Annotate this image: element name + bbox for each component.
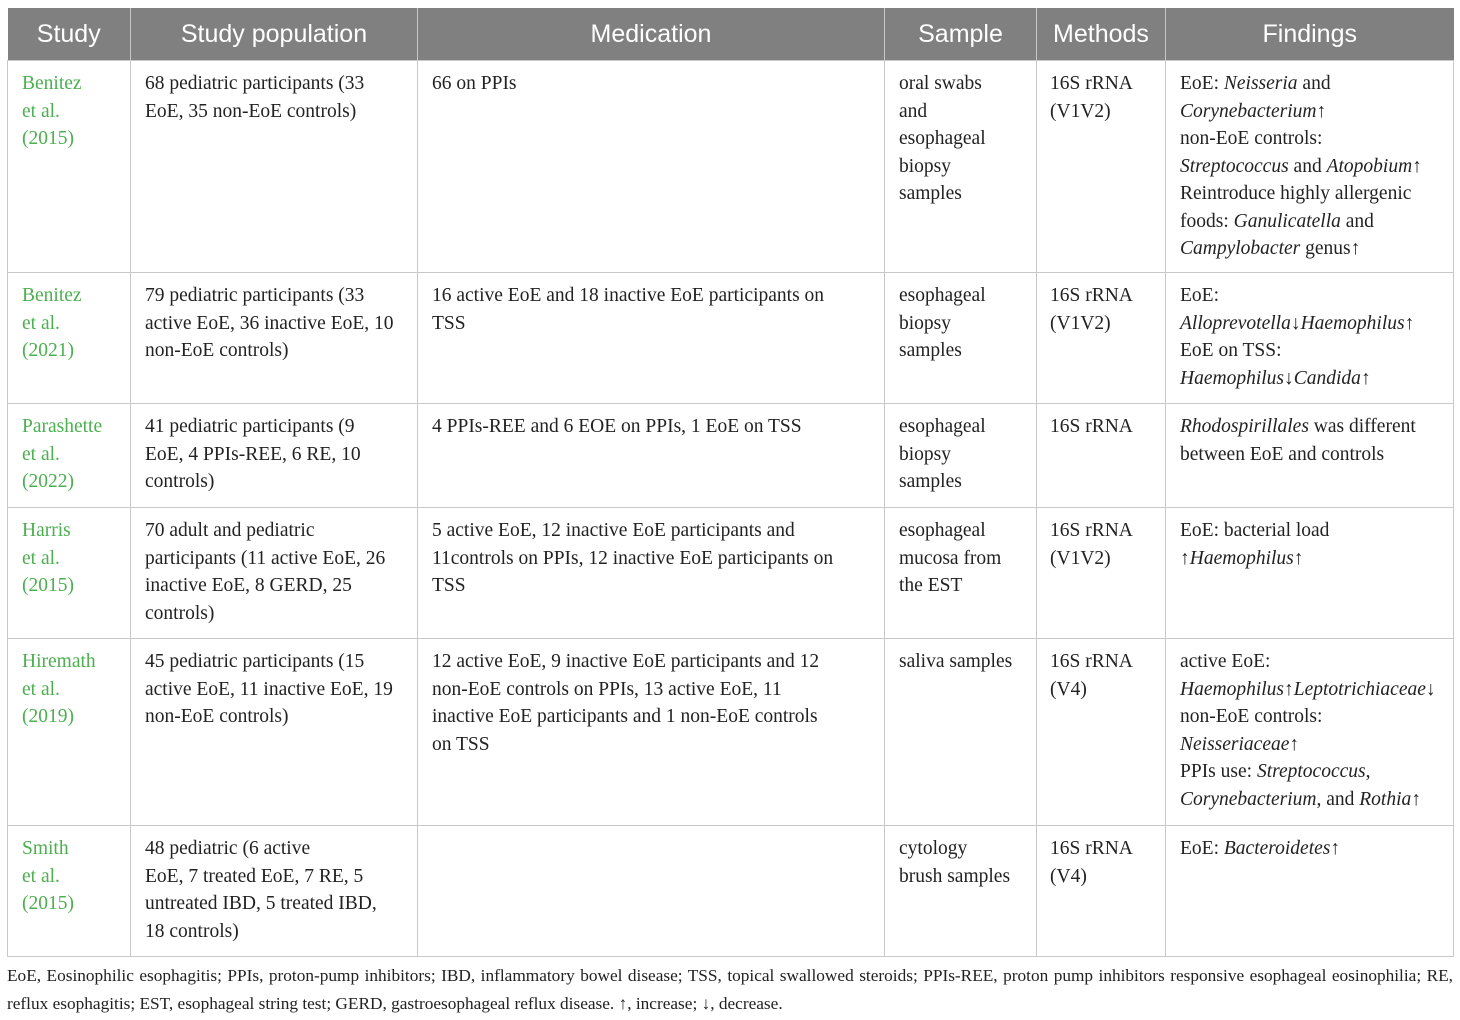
findings-text: foods: xyxy=(1180,210,1234,232)
findings-text: and xyxy=(1297,73,1331,94)
findings-text: EoE: xyxy=(1180,73,1224,94)
population-line: EoE, 7 treated EoE, 7 RE, 5 xyxy=(145,865,364,887)
methods-line: 16S rRNA xyxy=(1050,838,1133,859)
population-line: EoE, 35 non-EoE controls) xyxy=(145,100,357,122)
genus-name: Alloprevotella xyxy=(1180,312,1291,334)
cell-medication xyxy=(418,508,885,639)
methods-line: 16S rRNA xyxy=(1050,73,1133,94)
findings-text: ↑ xyxy=(1360,367,1371,389)
medication-line: 12 active EoE, 9 inactive EoE participants and 12 xyxy=(432,651,820,672)
sample-line: samples xyxy=(899,340,962,361)
cell-sample xyxy=(885,404,1037,508)
cell-sample xyxy=(885,273,1037,404)
findings-text: ↓ xyxy=(1425,678,1436,700)
cell-study xyxy=(8,273,131,404)
medication-line: 11controls on PPIs, 12 inactive EoE participants on xyxy=(432,547,834,569)
study-line: (2022) xyxy=(22,471,74,492)
findings-text: ↑ xyxy=(1412,155,1422,177)
findings-text: EoE: xyxy=(1180,838,1224,859)
findings-text: ↑ xyxy=(1284,678,1294,700)
cell-population xyxy=(131,508,418,639)
study-line: Benitez xyxy=(22,73,82,94)
medication-line: 16 active EoE and 18 inactive EoE participants on xyxy=(432,285,825,306)
table-row xyxy=(8,639,1454,826)
cell-methods xyxy=(1037,273,1166,404)
study-line: Benitez xyxy=(22,285,82,306)
methods-line: (V1V2) xyxy=(1050,312,1111,334)
medication-line: non-EoE controls on PPIs, 13 active EoE, 11 xyxy=(432,678,782,700)
findings-text: EoE on TSS: xyxy=(1180,340,1282,361)
table-row xyxy=(8,826,1454,957)
genus-name: Ganulicatella xyxy=(1233,210,1341,232)
sample-line: biopsy xyxy=(899,443,952,465)
genus-name: Bacteroidetes xyxy=(1223,838,1331,859)
methods-line: 16S rRNA xyxy=(1050,285,1133,306)
sample-line: mucosa from xyxy=(899,547,1002,569)
cell-study xyxy=(8,639,131,826)
cell-methods xyxy=(1037,508,1166,639)
sample-line: samples xyxy=(899,183,962,204)
genus-name: Rothia xyxy=(1359,788,1412,810)
methods-line: (V4) xyxy=(1050,678,1087,700)
population-line: non-EoE controls) xyxy=(145,706,289,727)
findings-text: ↓ xyxy=(1284,367,1294,389)
header-row xyxy=(8,8,1454,61)
cell-findings xyxy=(1166,61,1454,273)
sample-line: samples xyxy=(899,471,962,492)
cell-medication xyxy=(418,61,885,273)
cell-population xyxy=(131,61,418,273)
cell-medication xyxy=(418,639,885,826)
sample-line: biopsy xyxy=(899,312,952,334)
cell-medication xyxy=(418,826,885,957)
medication-line: on TSS xyxy=(432,733,490,755)
study-line: Harris xyxy=(22,520,71,541)
sample-line: oral swabs xyxy=(899,73,982,94)
cell-methods xyxy=(1037,826,1166,957)
cell-population xyxy=(131,404,418,508)
cell-findings xyxy=(1166,826,1454,957)
genus-name: Haemophilus xyxy=(1180,678,1284,700)
population-line: active EoE, 11 inactive EoE, 19 xyxy=(145,678,393,700)
findings-text: , and xyxy=(1316,788,1360,810)
population-line: 18 controls) xyxy=(145,920,239,942)
cell-population xyxy=(131,639,418,826)
cell-findings xyxy=(1166,404,1454,508)
genus-name: Haemophilus xyxy=(1189,547,1294,569)
findings-text: ↑ xyxy=(1293,547,1304,569)
header-medication: Medication xyxy=(418,8,885,61)
genus-name: Campylobacter xyxy=(1180,238,1301,259)
findings-text: was different xyxy=(1308,416,1416,437)
population-line: non-EoE controls) xyxy=(145,340,289,361)
study-line: (2015) xyxy=(22,575,74,596)
sample-line: the EST xyxy=(899,575,963,596)
genus-name: Streptococcus xyxy=(1256,761,1366,782)
cell-study xyxy=(8,61,131,273)
study-line: et al. xyxy=(22,678,60,700)
table-row xyxy=(8,273,1454,404)
methods-line: (V1V2) xyxy=(1050,547,1111,569)
sample-line: brush samples xyxy=(899,865,1011,887)
findings-text: ↑ xyxy=(1404,312,1415,334)
genus-name: Haemophilus xyxy=(1300,312,1405,334)
cell-study xyxy=(8,508,131,639)
population-line: inactive EoE, 8 GERD, 25 xyxy=(145,575,352,596)
cell-methods xyxy=(1037,404,1166,508)
findings-text: genus↑ xyxy=(1300,238,1361,259)
study-line: Hiremath xyxy=(22,651,96,672)
header-study: Study xyxy=(8,8,131,61)
genus-name: Corynebacterium xyxy=(1180,788,1317,810)
population-line: 79 pediatric participants (33 xyxy=(145,285,365,306)
sample-line: esophageal xyxy=(899,416,986,437)
sample-line: saliva samples xyxy=(899,651,1013,672)
population-line: controls) xyxy=(145,602,215,624)
cell-medication xyxy=(418,273,885,404)
genus-name: Corynebacterium xyxy=(1180,100,1317,122)
table-row xyxy=(8,61,1454,273)
cell-medication xyxy=(418,404,885,508)
study-line: Parashette xyxy=(22,416,103,437)
study-line: et al. xyxy=(22,100,60,122)
sample-line: cytology xyxy=(899,838,968,859)
findings-text: PPIs use: xyxy=(1180,761,1257,782)
medication-line: 4 PPIs-REE and 6 EOE on PPIs, 1 EoE on TSS xyxy=(432,416,802,437)
findings-text: between EoE and controls xyxy=(1180,443,1385,465)
table-row xyxy=(8,508,1454,639)
findings-text: ↑ xyxy=(1180,547,1190,569)
findings-text: ↓ xyxy=(1290,312,1301,334)
studies-table xyxy=(7,8,1454,957)
population-line: EoE, 4 PPIs-REE, 6 RE, 10 xyxy=(145,443,361,465)
study-line: et al. xyxy=(22,865,60,887)
header-study-population: Study population xyxy=(131,8,418,61)
cell-sample xyxy=(885,61,1037,273)
sample-line: esophageal xyxy=(899,128,986,149)
findings-text: and xyxy=(1340,210,1374,232)
cell-methods xyxy=(1037,61,1166,273)
genus-name: Neisseria xyxy=(1223,73,1298,94)
cell-findings xyxy=(1166,508,1454,639)
cell-findings xyxy=(1166,273,1454,404)
cell-population xyxy=(131,826,418,957)
table-footnote: EoE, Eosinophilic esophagitis; PPIs, proton-pump inhibitors; IBD, inflammatory bowel disease; TSS, topical swallowed steroids; PPIs-REE, proton pump inhibitors responsive esophageal eosinophilia; RE, reflux esophagitis; EST, esophageal string test; GERD, gastroesophageal reflux disease. ↑, increase; ↓, decrease. xyxy=(7,966,1453,1013)
cell-population xyxy=(131,273,418,404)
cell-study xyxy=(8,404,131,508)
findings-text: Reintroduce highly allergenic xyxy=(1180,183,1412,204)
findings-text: non-EoE controls: xyxy=(1180,706,1323,727)
population-line: untreated IBD, 5 treated IBD, xyxy=(145,893,377,914)
findings-text: EoE: bacterial load xyxy=(1180,520,1330,541)
population-line: controls) xyxy=(145,471,215,492)
medication-line: TSS xyxy=(432,575,466,596)
genus-name: Atopobium xyxy=(1326,155,1413,177)
findings-text: and xyxy=(1288,155,1327,177)
cell-findings xyxy=(1166,639,1454,826)
study-line: (2015) xyxy=(22,128,74,149)
medication-line: 5 active EoE, 12 inactive EoE participants and xyxy=(432,520,795,541)
findings-text: ↑ xyxy=(1330,838,1341,859)
study-line: et al. xyxy=(22,547,60,569)
genus-name: Rhodospirillales xyxy=(1180,416,1309,437)
medication-line: TSS xyxy=(432,312,466,334)
medication-line: 66 on PPIs xyxy=(432,73,517,94)
cell-study xyxy=(8,826,131,957)
population-line: 41 pediatric participants (9 xyxy=(145,416,355,437)
findings-text: ↑ xyxy=(1411,788,1422,810)
cell-sample xyxy=(885,639,1037,826)
population-line: participants (11 active EoE, 26 xyxy=(145,547,386,569)
table-row xyxy=(8,404,1454,508)
findings-text: ↑ xyxy=(1316,100,1327,122)
genus-name: Leptotrichiaceae xyxy=(1293,678,1426,700)
findings-text: ↑ xyxy=(1289,733,1300,755)
sample-line: biopsy xyxy=(899,155,952,177)
sample-line: esophageal xyxy=(899,520,986,541)
findings-text: non-EoE controls: xyxy=(1180,128,1323,149)
findings-text: EoE: xyxy=(1180,285,1219,306)
genus-name: Streptococcus xyxy=(1180,155,1289,177)
population-line: 68 pediatric participants (33 xyxy=(145,73,365,94)
population-line: 45 pediatric participants (15 xyxy=(145,651,365,672)
cell-methods xyxy=(1037,639,1166,826)
study-line: Smith xyxy=(22,838,69,859)
table-container xyxy=(7,8,1453,957)
methods-line: (V4) xyxy=(1050,865,1087,887)
study-line: et al. xyxy=(22,312,60,334)
genus-name: Haemophilus xyxy=(1180,367,1284,389)
methods-line: 16S rRNA xyxy=(1050,520,1133,541)
sample-line: esophageal xyxy=(899,285,986,306)
genus-name: Candida xyxy=(1293,367,1361,389)
findings-text: , xyxy=(1365,761,1371,782)
study-line: (2021) xyxy=(22,340,74,361)
study-line: (2019) xyxy=(22,706,74,727)
genus-name: Neisseriaceae xyxy=(1180,733,1290,755)
study-line: (2015) xyxy=(22,893,74,914)
study-line: et al. xyxy=(22,443,60,465)
methods-line: 16S rRNA xyxy=(1050,416,1133,437)
header-methods: Methods xyxy=(1037,8,1166,61)
population-line: 48 pediatric (6 active xyxy=(145,838,311,859)
sample-line: and xyxy=(899,100,928,122)
header-sample: Sample xyxy=(885,8,1037,61)
medication-line: inactive EoE participants and 1 non-EoE controls xyxy=(432,706,818,727)
population-line: active EoE, 36 inactive EoE, 10 xyxy=(145,312,394,334)
population-line: 70 adult and pediatric xyxy=(145,520,315,541)
header-findings: Findings xyxy=(1166,8,1454,61)
cell-sample xyxy=(885,508,1037,639)
methods-line: 16S rRNA xyxy=(1050,651,1133,672)
methods-line: (V1V2) xyxy=(1050,100,1111,122)
cell-sample xyxy=(885,826,1037,957)
findings-text: active EoE: xyxy=(1180,651,1271,672)
